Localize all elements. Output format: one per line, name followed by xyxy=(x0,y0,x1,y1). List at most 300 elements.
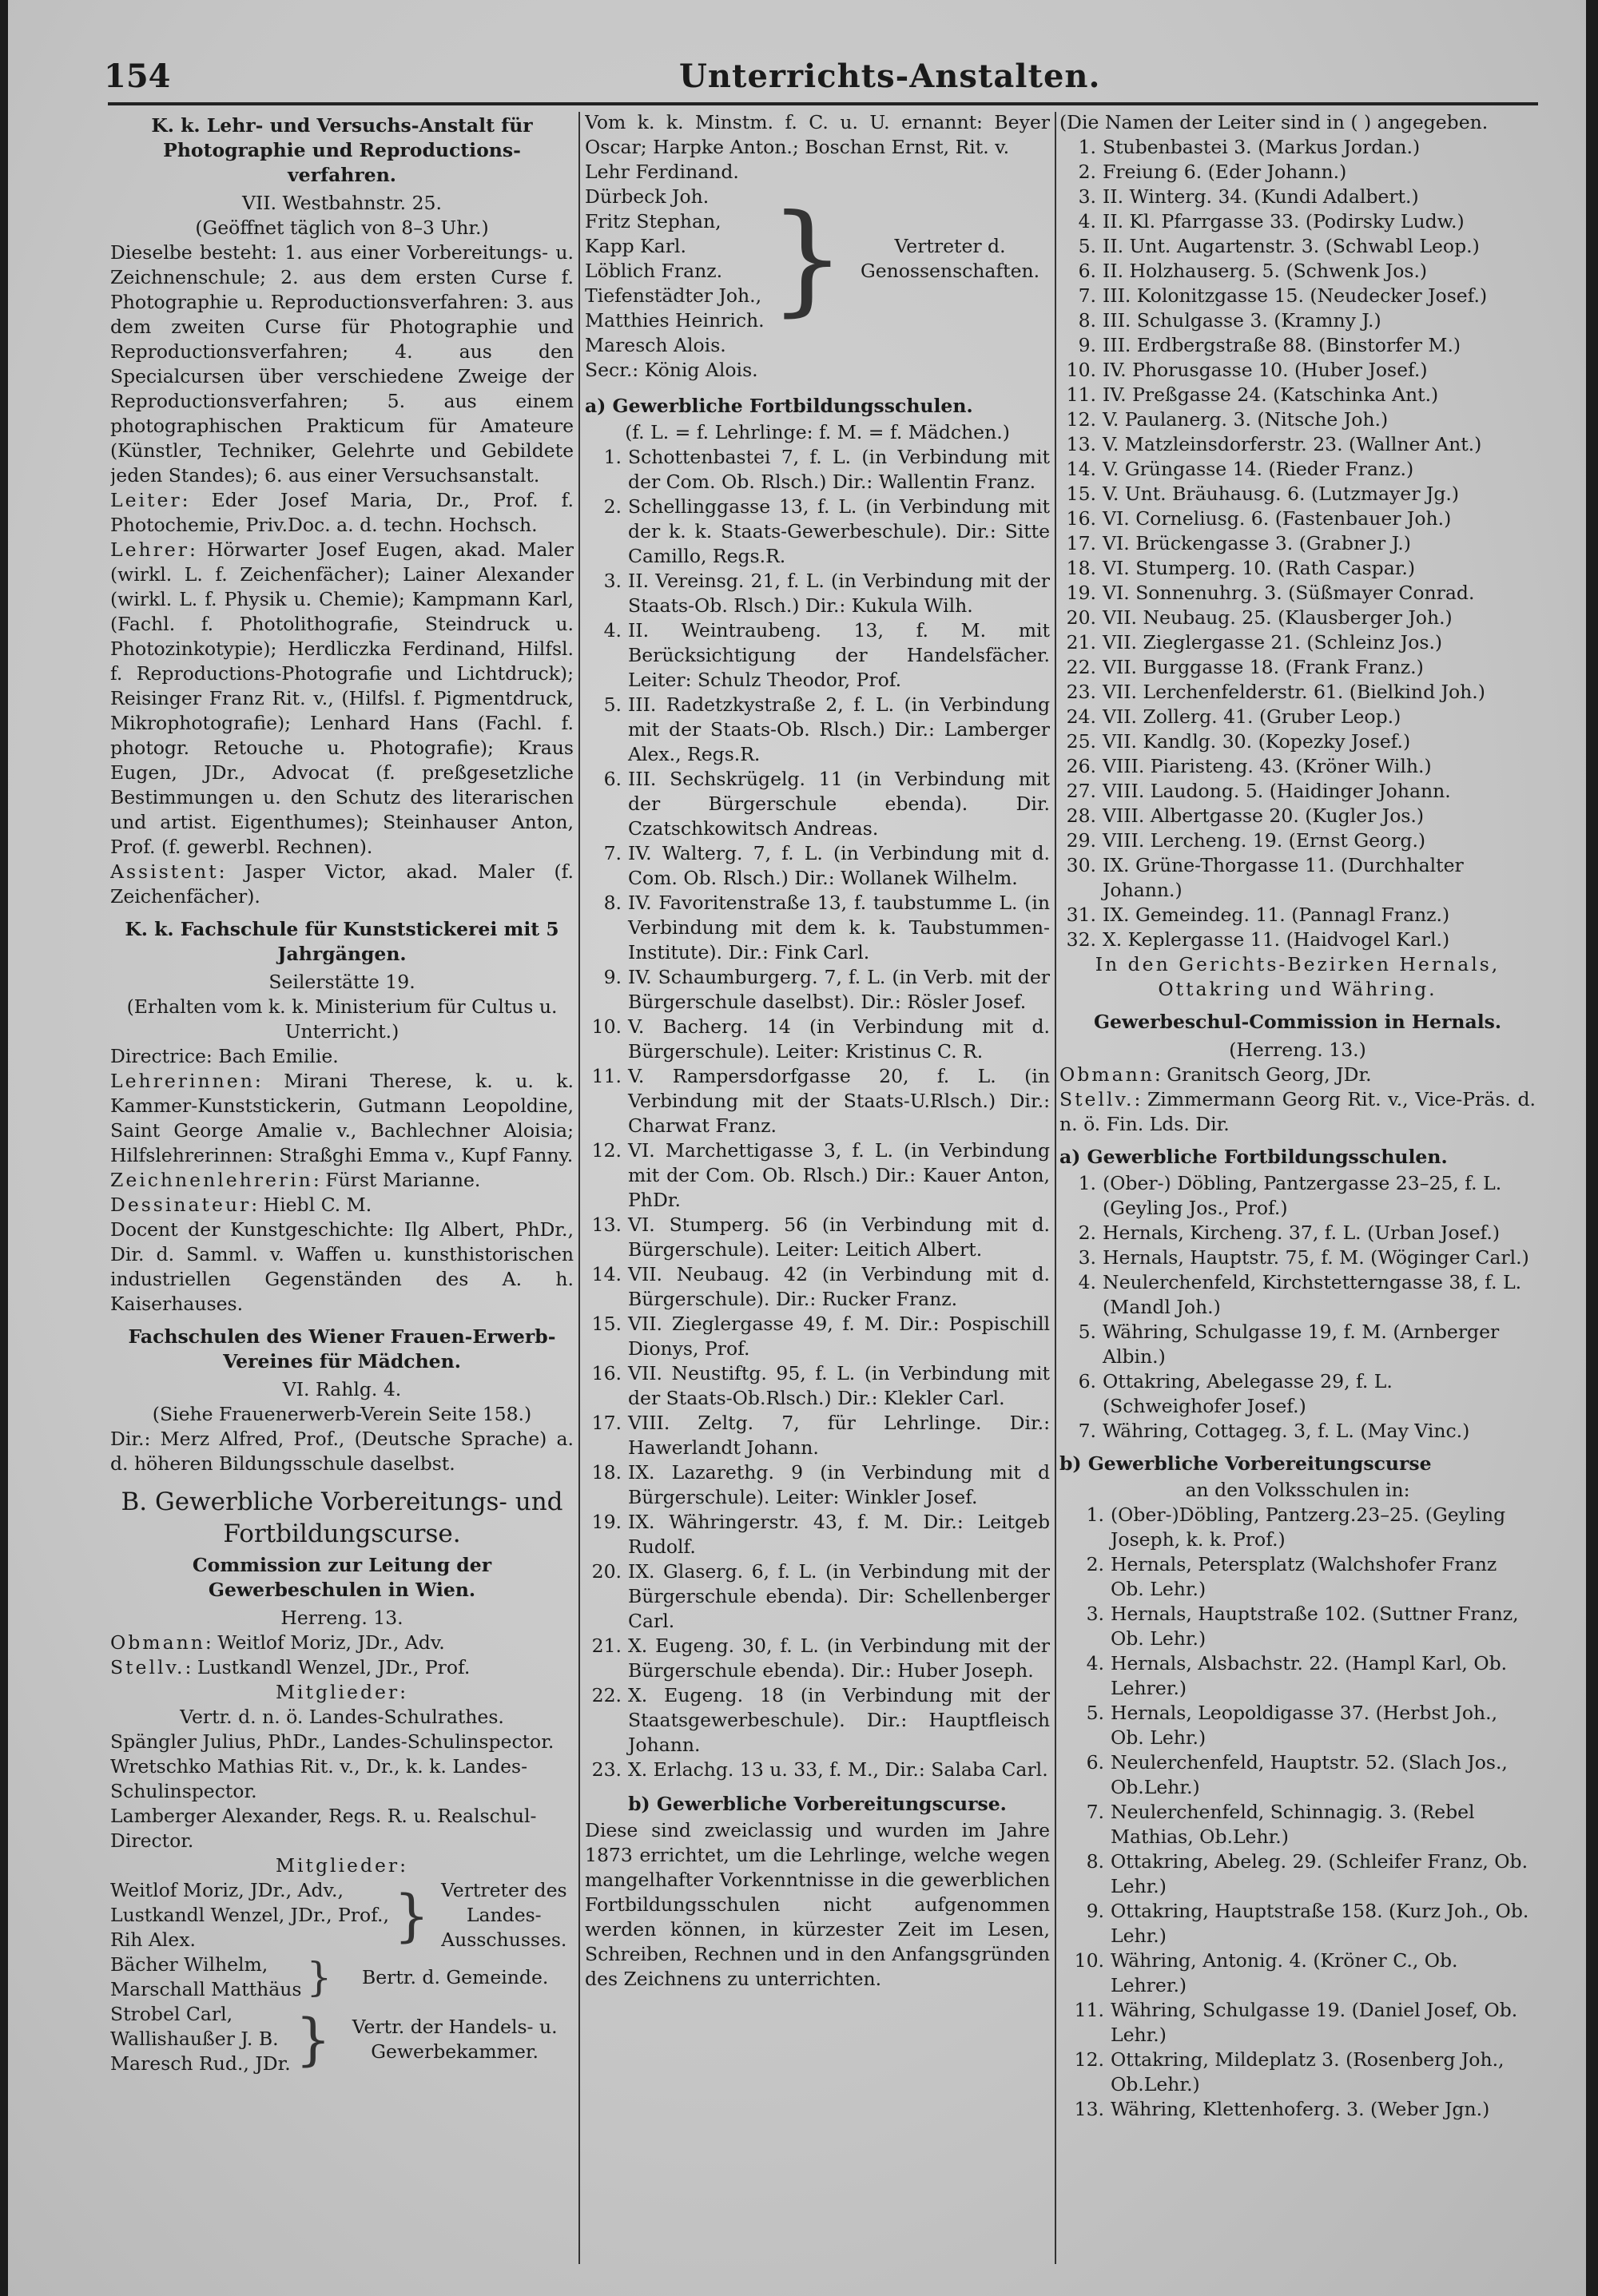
item-number: 25. xyxy=(1066,730,1096,753)
member-names xyxy=(110,1952,301,2002)
list-item xyxy=(1059,680,1536,705)
label: Assistent xyxy=(110,860,219,883)
item-number: 9. xyxy=(1086,1900,1104,1922)
item-number: 29. xyxy=(1066,829,1096,852)
list-item xyxy=(1059,383,1536,407)
item-text: VII. Neustiftg. 95, f. L. (in Verbindung mit der Staats-Ob.Rlsch.) Dir.: Klekler Carl. xyxy=(628,1362,1050,1409)
photo-teachers xyxy=(110,538,574,860)
item-number: 7. xyxy=(1078,284,1096,307)
item-number: 14. xyxy=(1066,458,1096,480)
list-item xyxy=(1059,333,1536,358)
group-label: Vertreter des Landes-Ausschusses. xyxy=(440,1879,567,1951)
guild-representatives xyxy=(585,160,1050,358)
item-text: Stubenbastei 3. (Markus Jordan.) xyxy=(1103,136,1421,158)
list-item xyxy=(1059,432,1536,457)
item-number: 3. xyxy=(1078,1246,1096,1269)
rep-name: Matthies Heinrich. xyxy=(585,309,765,332)
item-text: VII. Burggasse 18. (Frank Franz.) xyxy=(1103,656,1424,678)
item-number: 13. xyxy=(1066,433,1096,455)
value: : Hiebl C. M. xyxy=(251,1194,372,1216)
column-2 xyxy=(585,110,1050,2264)
list-item xyxy=(585,445,1050,495)
hernals-continuation-title: a) Gewerbliche Fortbildungsschulen. xyxy=(1059,1146,1448,1168)
item-number: 11. xyxy=(1074,1999,1104,2021)
women-school-director: Dir.: Merz Alfred, Prof., (Deutsche Sprache) a. d. höheren Bildungsschule daselbst. xyxy=(110,1428,574,1475)
label: Obmann xyxy=(110,1631,205,1654)
item-number: 1. xyxy=(1078,136,1096,158)
item-number: 2. xyxy=(1078,1221,1096,1244)
list-item xyxy=(585,1683,1050,1758)
value: : Jasper Victor, akad. Maler (f. Zeichenfächer). xyxy=(110,860,574,908)
list-item xyxy=(1059,457,1536,482)
list-item xyxy=(1059,1221,1536,1245)
column-1 xyxy=(110,110,574,2264)
item-text: III. Kolonitzgasse 15. (Neudecker Josef.) xyxy=(1103,284,1488,307)
label: Stellv. xyxy=(1059,1088,1135,1110)
list-item xyxy=(1059,1552,1536,1602)
item-number: 11. xyxy=(1066,383,1096,406)
item-number: 31. xyxy=(1066,904,1096,926)
item-text: Hernals, Alsbachstr. 22. (Hampl Karl, Ob. Lehrer.) xyxy=(1111,1652,1508,1699)
list-item xyxy=(1059,1701,1536,1750)
item-number: 23. xyxy=(1066,681,1096,703)
item-number: 30. xyxy=(1066,854,1096,876)
list-item xyxy=(1059,804,1536,828)
embroidery-school-title: K. k. Fachschule für Kunststickerei mit 5 Jahrgängen. xyxy=(125,918,559,965)
item-number: 5. xyxy=(603,693,622,716)
item-number: 3. xyxy=(1078,185,1096,208)
item-text: IX. Lazarethg. 9 (in Verbindung mit d Bürgerschule). Leiter: Winkler Josef. xyxy=(628,1461,1050,1508)
photo-director xyxy=(110,488,574,538)
list-item xyxy=(1059,1651,1536,1701)
list-item xyxy=(1059,1948,1536,1998)
list-item xyxy=(1059,928,1536,952)
page-number: 154 xyxy=(104,58,171,95)
item-number: 17. xyxy=(591,1412,622,1434)
continuation-schools-title: a) Gewerbliche Fortbildungsschulen. xyxy=(585,395,973,417)
item-number: 16. xyxy=(591,1362,622,1384)
member: Wretschko Mathias Rit. v., Dr., k. k. Landes-Schulinspector. xyxy=(110,1755,528,1802)
item-text: III. Sechskrügelg. 11 (in Verbindung mit der Bürgerschule ebenda). Dir. Czatschkowitsch Andreas. xyxy=(628,768,1050,840)
item-text: V. Matzleinsdorferstr. 23. (Wallner Ant.) xyxy=(1103,433,1482,455)
item-text: Hernals, Leopoldigasse 37. (Herbst Joh., Ob. Lehr.) xyxy=(1111,1702,1498,1749)
item-number: 21. xyxy=(1066,631,1096,653)
list-item xyxy=(1059,1419,1536,1444)
list-item xyxy=(585,1138,1050,1213)
list-item xyxy=(585,1758,1050,1782)
label: Leiter xyxy=(110,489,182,511)
list-item xyxy=(1059,1849,1536,1899)
item-number: 27. xyxy=(1066,780,1096,802)
item-text: Währing, Cottageg. 3, f. L. (May Vinc.) xyxy=(1103,1420,1470,1442)
item-number: 21. xyxy=(591,1635,622,1657)
label: Obmann xyxy=(1059,1063,1155,1086)
item-text: VIII. Albertgasse 20. (Kugler Jos.) xyxy=(1103,804,1425,827)
item-number: 18. xyxy=(1066,557,1096,579)
member: Wallishaußer J. B. xyxy=(110,2028,279,2050)
hernals-deputy xyxy=(1059,1087,1536,1137)
item-number: 13. xyxy=(591,1214,622,1236)
item-text: X. Keplergasse 11. (Haidvogel Karl.) xyxy=(1103,928,1450,951)
list-item xyxy=(585,1411,1050,1460)
item-text: V. Unt. Bräuhausg. 6. (Lutzmayer Jg.) xyxy=(1103,483,1460,505)
list-item xyxy=(1059,556,1536,581)
hernals-address: (Herreng. 13.) xyxy=(1229,1039,1366,1061)
members-heading-2: Mitglieder: xyxy=(275,1854,409,1877)
list-item xyxy=(1059,135,1536,160)
item-number: 1. xyxy=(1078,1172,1096,1194)
column-3 xyxy=(1059,110,1536,2264)
item-text: II. Holzhauserg. 5. (Schwenk Jos.) xyxy=(1103,260,1428,282)
item-number: 7. xyxy=(603,842,622,864)
commission-address: Herreng. 13. xyxy=(280,1607,403,1629)
item-number: 6. xyxy=(603,768,622,790)
item-text: Ottakring, Abelegasse 29, f. L. (Schweighofer Josef.) xyxy=(1103,1370,1393,1417)
item-text: VI. Brückengasse 3. (Grabner J.) xyxy=(1103,532,1411,554)
item-text: IV. Walterg. 7, f. L. (in Verbindung mit d. Com. Ob. Rlsch.) Dir.: Wollanek Wilhelm. xyxy=(628,842,1050,889)
member-group-land xyxy=(110,1878,574,1952)
commission-chair xyxy=(110,1631,574,1655)
item-text: II. Unt. Augartenstr. 3. (Schwabl Leop.) xyxy=(1103,235,1480,257)
item-text: VI. Corneliusg. 6. (Fastenbauer Joh.) xyxy=(1103,507,1452,530)
item-text: IV. Favoritenstraße 13, f. taubstumme L. (in Verbindung mit dem k. k. Taubstummen-Institute). Dir.: Fink Carl. xyxy=(628,892,1050,963)
section-b-heading: B. Gewerbliche Vorbereitungs- und Fortbildungscurse. xyxy=(121,1488,563,1548)
item-text: VII. Neubaug. 42 (in Verbindung mit d. Bürgerschule). Dir.: Rucker Franz. xyxy=(628,1263,1050,1310)
item-text: II. Weintraubeng. 13, f. M. mit Berücksichtigung der Handelsfächer. Leiter: Schulz Theodor, Prof. xyxy=(628,619,1050,691)
list-item xyxy=(1059,1245,1536,1270)
member-names xyxy=(110,2002,291,2076)
women-school-address: VI. Rahlg. 4. xyxy=(282,1378,402,1400)
item-number: 3. xyxy=(603,570,622,592)
districts-heading: In den Gerichts-Bezirken Hernals, Ottakring und Währing. xyxy=(1095,953,1501,1000)
item-text: Schellinggasse 13, f. L. (in Verbindung mit der k. k. Staats-Gewerbeschule). Dir.: Sitte Camillo, Regs.R. xyxy=(628,495,1050,567)
list-item xyxy=(1059,1369,1536,1419)
item-number: 12. xyxy=(591,1139,622,1162)
label: Lehrer xyxy=(110,538,190,561)
item-number: 2. xyxy=(1086,1553,1104,1575)
item-number: 8. xyxy=(1078,309,1096,332)
hernals-commission-title: Gewerbeschul-Commission in Hernals. xyxy=(1093,1011,1502,1033)
header-rule xyxy=(108,102,1538,105)
embroidery-note: (Erhalten vom k. k. Ministerium für Cultus u. Unterricht.) xyxy=(126,995,558,1043)
item-text: VIII. Zeltg. 7, für Lehrlinge. Dir.: Hawerlandt Johann. xyxy=(628,1412,1050,1459)
list-item xyxy=(1059,779,1536,804)
item-number: 19. xyxy=(1066,582,1096,604)
item-text: Neulerchenfeld, Kirchstetterngasse 38, f. L. (Mandl Joh.) xyxy=(1103,1271,1522,1318)
item-number: 13. xyxy=(1074,2098,1104,2120)
item-number: 16. xyxy=(1066,507,1096,530)
embroidery-drawing-teacher xyxy=(110,1168,574,1193)
photo-institute-title: K. k. Lehr- und Versuchs-Anstalt für Photographie und Reproductions-verfahren. xyxy=(151,114,533,186)
ministry-appointees: Vom k. k. Minstm. f. C. u. U. ernannt: Beyer Oscar; Harpke Anton.; Boschan Ernst, Rit. v. xyxy=(585,111,1050,158)
label: Dessinateur xyxy=(110,1194,252,1216)
list-item xyxy=(1059,903,1536,928)
item-number: 4. xyxy=(1078,1271,1096,1293)
group-label: Bertr. d. Gemeinde. xyxy=(361,1965,549,1988)
item-number: 17. xyxy=(1066,532,1096,554)
item-number: 5. xyxy=(1078,1321,1096,1343)
column-rule-1 xyxy=(578,112,580,2264)
item-number: 28. xyxy=(1066,804,1096,827)
member: Lamberger Alexander, Regs. R. u. Realschul-Director. xyxy=(110,1805,537,1852)
photo-description: Dieselbe besteht: 1. aus einer Vorbereitungs- u. Zeichnenschule; 2. aus dem ersten Curse f. Photographie u. Reproductionsverfahren: 3. aus dem zweiten Curse für Photographie und Reproductionsverfahren; 4. aus den Specialcursen über verschiedene Zweige der Reproductionsverfahren; 5. aus einem photographischen Prakticum für Amateure (Künstler, Techniker, Gelehrte und Gebildete jeden Standes); 6. aus einer Versuchsanstalt. xyxy=(110,241,574,487)
list-item xyxy=(1059,1171,1536,1221)
item-number: 9. xyxy=(603,966,622,988)
item-text: Währing, Klettenhoferg. 3. (Weber Jgn.) xyxy=(1111,2098,1490,2120)
item-number: 15. xyxy=(1066,483,1096,505)
list-item xyxy=(1059,853,1536,903)
item-number: 23. xyxy=(591,1758,622,1781)
item-number: 22. xyxy=(1066,656,1096,678)
item-number: 10. xyxy=(591,1015,622,1038)
list-item xyxy=(1059,1270,1536,1320)
list-item xyxy=(585,1634,1050,1683)
member-group-gemeinde xyxy=(110,1952,574,2002)
secretary: Secr.: König Alois. xyxy=(585,359,758,381)
item-text: X. Eugeng. 18 (in Verbindung mit der Staatsgewerbeschule). Dir.: Hauptfleisch Johann. xyxy=(628,1684,1050,1756)
list-item xyxy=(585,693,1050,767)
item-number: 22. xyxy=(591,1684,622,1706)
item-number: 20. xyxy=(591,1560,622,1583)
list-item xyxy=(1059,2048,1536,2097)
member-names xyxy=(110,1878,389,1952)
rep-name: Tiefenstädter Joh., xyxy=(585,284,762,307)
list-item xyxy=(1059,705,1536,729)
list-item xyxy=(1059,531,1536,556)
embroidery-directrice: Directrice: Bach Emilie. xyxy=(110,1045,339,1067)
item-text: IX. Grüne-Thorgasse 11. (Durchhalter Johann.) xyxy=(1103,854,1464,901)
item-text: IX. Gemeindeg. 11. (Pannagl Franz.) xyxy=(1103,904,1450,926)
school-board-rep: Vertr. d. n. ö. Landes-Schulrathes. xyxy=(180,1706,504,1728)
item-text: Ottakring, Mildeplatz 3. (Rosenberg Joh., Ob.Lehr.) xyxy=(1111,2048,1505,2095)
item-text: VIII. Piaristeng. 43. (Kröner Wilh.) xyxy=(1103,755,1432,777)
item-text: Währing, Schulgasse 19, f. M. (Arnberger Albin.) xyxy=(1103,1321,1500,1368)
hernals-chair xyxy=(1059,1063,1536,1087)
value: : Lustkandl Wenzel, JDr., Prof. xyxy=(185,1656,471,1678)
embroidery-address: Seilerstätte 19. xyxy=(268,971,415,993)
list-item xyxy=(1059,160,1536,185)
item-number: 12. xyxy=(1066,408,1096,431)
list-item xyxy=(1059,185,1536,209)
value: : Eder Josef Maria, Dr., Prof. f. Photochemie, Priv.Doc. a. d. techn. Hochsch. xyxy=(110,489,574,536)
item-text: Hernals, Hauptstr. 75, f. M. (Wöginger Carl.) xyxy=(1103,1246,1529,1269)
brace-icon: } xyxy=(295,2006,332,2072)
rep-names xyxy=(585,160,765,358)
item-number: 7. xyxy=(1086,1801,1104,1823)
item-number: 6. xyxy=(1078,260,1096,282)
list-item xyxy=(585,1510,1050,1559)
member: Rih Alex. xyxy=(110,1929,196,1951)
item-text: VI. Stumperg. 10. (Rath Caspar.) xyxy=(1103,557,1416,579)
list-item xyxy=(585,767,1050,841)
item-text: Schottenbastei 7, f. L. (in Verbindung mit der Com. Ob. Rlsch.) Dir.: Wallentin Franz. xyxy=(628,446,1050,493)
list-item xyxy=(1059,828,1536,853)
item-text: IV. Schaumburgerg. 7, f. L. (in Verb. mit der Bürgerschule daselbst). Dir.: Rösler Josef. xyxy=(628,966,1050,1013)
list-item xyxy=(1059,1750,1536,1800)
item-text: IV. Phorusgasse 10. (Huber Josef.) xyxy=(1103,359,1428,381)
member-group-kammer xyxy=(110,2002,574,2076)
rep-name: Fritz Stephan, xyxy=(585,210,721,232)
item-text: Hernals, Kircheng. 37, f. L. (Urban Josef.) xyxy=(1103,1221,1501,1244)
list-item xyxy=(585,1213,1050,1262)
item-number: 10. xyxy=(1066,359,1096,381)
member: Maresch Rud., JDr. xyxy=(110,2052,291,2075)
item-number: 8. xyxy=(603,892,622,914)
item-text: Neulerchenfeld, Schinnagig. 3. (Rebel Mathias, Ob.Lehr.) xyxy=(1111,1801,1475,1848)
list-item xyxy=(585,841,1050,891)
item-text: VII. Zollerg. 41. (Gruber Leop.) xyxy=(1103,705,1401,728)
list-item xyxy=(1059,1320,1536,1369)
item-number: 10. xyxy=(1074,1949,1104,1972)
value: : Zimmermann Georg Rit. v., Vice-Präs. d. n. ö. Fin. Lds. Dir. xyxy=(1059,1088,1536,1135)
embroidery-designer xyxy=(110,1193,574,1218)
item-number: 4. xyxy=(603,619,622,642)
item-text: V. Grüngasse 14. (Rieder Franz.) xyxy=(1103,458,1414,480)
item-text: Hernals, Petersplatz (Walchshofer Franz Ob. Lehr.) xyxy=(1111,1553,1497,1600)
item-text: V. Bacherg. 14 (in Verbindung mit d. Bürgerschule). Leiter: Kristinus C. R. xyxy=(628,1015,1050,1063)
commission-deputy xyxy=(110,1655,574,1680)
list-item xyxy=(585,618,1050,693)
list-item xyxy=(1059,1602,1536,1651)
running-head: Unterrichts-Anstalten. xyxy=(679,58,1101,95)
brace-icon: } xyxy=(306,1954,332,2000)
list-item xyxy=(1059,284,1536,308)
item-text: (Ober-)Döbling, Pantzerg.23–25. (Geyling Joseph, k. k. Prof.) xyxy=(1111,1504,1506,1551)
item-text: VI. Marchettigasse 3, f. L. (in Verbindung mit der Com. Ob. Rlsch.) Dir.: Kauer Anton, PhDr. xyxy=(628,1139,1050,1211)
item-text: VIII. Lercheng. 19. (Ernst Georg.) xyxy=(1103,829,1426,852)
item-text: VIII. Laudong. 5. (Haidinger Johann. xyxy=(1103,780,1451,802)
item-text: (Ober-) Döbling, Pantzergasse 23–25, f. L. (Geyling Jos., Prof.) xyxy=(1103,1172,1502,1219)
photo-assistant xyxy=(110,860,574,909)
list-item xyxy=(1059,1998,1536,2048)
list-item xyxy=(1059,259,1536,284)
hernals-continuation-list xyxy=(1059,1171,1536,1444)
item-text: VII. Lerchenfelderstr. 61. (Bielkind Joh.) xyxy=(1103,681,1485,703)
value: : Granitsch Georg, JDr. xyxy=(1154,1063,1372,1086)
item-text: Neulerchenfeld, Hauptstr. 52. (Slach Jos., Ob.Lehr.) xyxy=(1111,1751,1508,1798)
list-item xyxy=(1059,581,1536,606)
item-text: Ottakring, Hauptstraße 158. (Kurz Joh., Ob. Lehr.) xyxy=(1111,1900,1529,1947)
item-number: 8. xyxy=(1086,1850,1104,1873)
label: Stellv. xyxy=(110,1656,185,1678)
item-number: 12. xyxy=(1074,2048,1104,2071)
item-number: 1. xyxy=(603,446,622,468)
item-text: VII. Zieglergasse 21. (Schleinz Jos.) xyxy=(1103,631,1443,653)
label: Lehrerinnen xyxy=(110,1070,255,1092)
list-item xyxy=(585,569,1050,618)
item-text: III. Schulgasse 3. (Kramny J.) xyxy=(1103,309,1381,332)
item-text: Hernals, Hauptstraße 102. (Suttner Franz, Ob. Lehr.) xyxy=(1111,1603,1519,1650)
list-item xyxy=(585,1262,1050,1312)
list-item xyxy=(1059,729,1536,754)
item-text: VII. Neubaug. 25. (Klausberger Joh.) xyxy=(1103,606,1453,629)
list-item xyxy=(1059,630,1536,655)
item-text: VI. Sonnenuhrg. 3. (Süßmayer Conrad. xyxy=(1103,582,1475,604)
value: : Weitlof Moriz, JDr., Adv. xyxy=(205,1631,445,1654)
item-text: Ottakring, Abeleg. 29. (Schleifer Franz, Ob. Lehr.) xyxy=(1111,1850,1528,1897)
item-number: 20. xyxy=(1066,606,1096,629)
women-school-title: Fachschulen des Wiener Frauen-Erwerb-Vereines für Mädchen. xyxy=(128,1325,556,1372)
item-text: Freiung 6. (Eder Johann.) xyxy=(1103,161,1347,183)
women-school-note: (Siehe Frauenerwerb-Verein Seite 158.) xyxy=(152,1403,532,1425)
hernals-preparatory-list xyxy=(1059,1503,1536,2122)
list-item xyxy=(1059,209,1536,234)
item-number: 19. xyxy=(591,1511,622,1533)
preparatory-courses-title: b) Gewerbliche Vorbereitungscurse. xyxy=(628,1793,1007,1815)
group-label: Vertr. der Handels- u. Gewerbekammer. xyxy=(352,2015,558,2063)
member: Bächer Wilhelm, xyxy=(110,1953,268,1976)
member: Weitlof Moriz, JDr., Adv., xyxy=(110,1879,344,1901)
item-number: 7. xyxy=(1078,1420,1096,1442)
value: : Hörwarter Josef Eugen, akad. Maler (wirkl. L. f. Zeichenfächer); Lainer Alexander (wirkl. L. f. Physik u. Chemie); Kampmann Karl, (Fachl. f. Photolithografie, Steindruck u. Photozinkotypie); Herdliczka Ferdinand, Hilfsl. f. Reproductions-Photografie und Lichtdruck); Reisinger Franz Rit. v., (Hilfsl. f. Pigmentdruck, Mikrophotografie); Lenhard Hans (Fachl. f. photogr. Retouche u. Photografie); Kraus Eugen, JDr., Advocat (f. preßgesetzliche Bestimmungen u. den Schutz des literarischen und artist. Eigenthumes); Steinhauser Anton, Prof. (f. gewerbl. Rechnen). xyxy=(110,538,574,858)
group-label: Vertreter d. Genossenschaften. xyxy=(860,235,1040,282)
item-number: 24. xyxy=(1066,705,1096,728)
label: Zeichnenlehrerin xyxy=(110,1169,313,1191)
item-number: 6. xyxy=(1078,1370,1096,1392)
item-text: II. Winterg. 34. (Kundi Adalbert.) xyxy=(1103,185,1419,208)
members-heading: Mitglieder: xyxy=(275,1681,409,1703)
page xyxy=(8,0,1586,2296)
list-item xyxy=(1059,1503,1536,1552)
list-item xyxy=(585,1460,1050,1510)
list-item xyxy=(1059,655,1536,680)
item-number: 3. xyxy=(1086,1603,1104,1625)
item-text: II. Kl. Pfarrgasse 33. (Podirsky Ludw.) xyxy=(1103,210,1465,232)
value: : Fürst Marianne. xyxy=(312,1169,481,1191)
item-text: VII. Zieglergasse 49, f. M. Dir.: Pospischill Dionys, Prof. xyxy=(628,1313,1050,1360)
brace-icon: } xyxy=(769,189,846,328)
list-item xyxy=(585,965,1050,1015)
item-number: 2. xyxy=(1078,161,1096,183)
item-text: VI. Stumperg. 56 (in Verbindung mit d. Bürgerschule). Leiter: Leitich Albert. xyxy=(628,1214,1050,1261)
item-number: 18. xyxy=(591,1461,622,1484)
list-item xyxy=(1059,308,1536,333)
rep-name: Maresch Alois. xyxy=(585,334,726,356)
commission-title: Commission zur Leitung der Gewerbeschulen in Wien. xyxy=(192,1554,492,1601)
item-number: 9. xyxy=(1078,334,1096,356)
item-number: 4. xyxy=(1078,210,1096,232)
item-text: X. Eugeng. 30, f. L. (in Verbindung mit der Bürgerschule ebenda). Dir.: Huber Joseph. xyxy=(628,1635,1050,1682)
list-item xyxy=(1059,1800,1536,1849)
item-number: 14. xyxy=(591,1263,622,1285)
item-text: VII. Kandlg. 30. (Kopezky Josef.) xyxy=(1103,730,1411,753)
item-number: 15. xyxy=(591,1313,622,1335)
list-item xyxy=(1059,358,1536,383)
hernals-preparatory-sub: an den Volksschulen in: xyxy=(1185,1479,1410,1501)
rep-name: Kapp Karl. xyxy=(585,235,686,257)
item-number: 5. xyxy=(1086,1702,1104,1724)
photo-hours: (Geöffnet täglich von 8–3 Uhr.) xyxy=(195,216,489,239)
item-text: V. Rampersdorfgasse 20, f. L. (in Verbindung mit der Staats-U.Rlsch.) Dir.: Charwat Franz. xyxy=(628,1065,1050,1137)
photo-address: VII. Westbahnstr. 25. xyxy=(242,192,442,214)
list-item xyxy=(585,1312,1050,1361)
item-number: 6. xyxy=(1086,1751,1104,1774)
item-number: 5. xyxy=(1078,235,1096,257)
member: Spängler Julius, PhDr., Landes-Schulinspector. xyxy=(110,1730,555,1753)
value: : Mirani Therese, k. u. k. Kammer-Kunststickerin, Gutmann Leopoldine, Saint George Amalie v., Bachlechner Aloisia; Hilfslehrerinnen: Straßghi Emma v., Kupf Fanny. xyxy=(110,1070,574,1166)
list-item xyxy=(1059,754,1536,779)
item-number: 11. xyxy=(591,1065,622,1087)
item-text: IX. Glaserg. 6, f. L. (in Verbindung mit der Bürgerschule ebenda). Dir: Schellenberger Carl. xyxy=(628,1560,1050,1632)
list-item xyxy=(585,1559,1050,1634)
item-text: III. Erdbergstraße 88. (Binstorfer M.) xyxy=(1103,334,1461,356)
list-item xyxy=(585,1064,1050,1138)
item-text: IV. Preßgasse 24. (Katschinka Ant.) xyxy=(1103,383,1439,406)
item-text: III. Radetzkystraße 2, f. L. (in Verbindung mit der Staats-Ob. Rlsch.) Dir.: Lamberger Alex., Regs.R. xyxy=(628,693,1050,765)
school-list xyxy=(1059,135,1536,952)
item-text: X. Erlachg. 13 u. 33, f. M., Dir.: Salaba Carl. xyxy=(628,1758,1048,1781)
item-number: 1. xyxy=(1086,1504,1104,1526)
